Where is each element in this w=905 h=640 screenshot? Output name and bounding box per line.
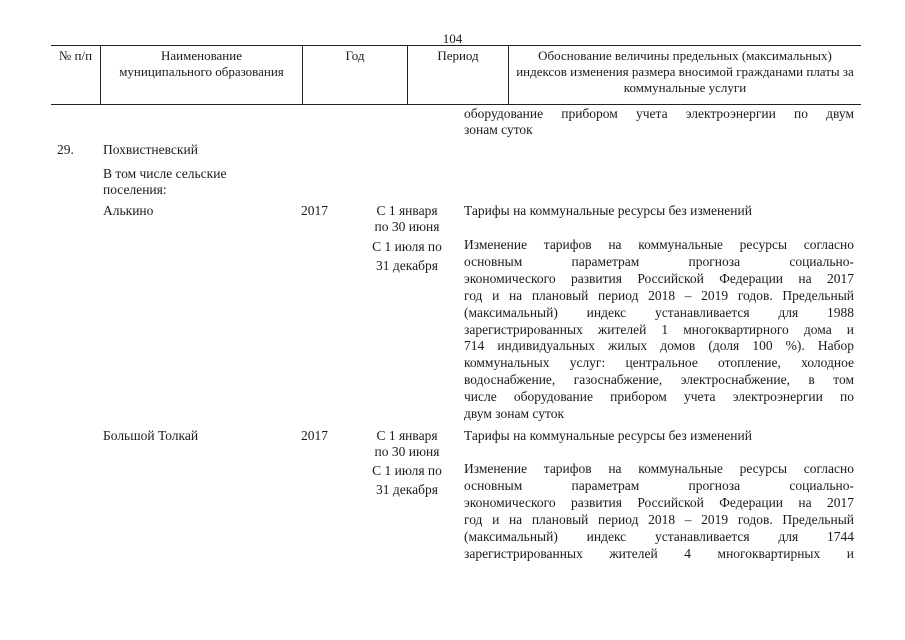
tariff-note: Тарифы на коммунальные ресурсы без изменений [464, 203, 752, 218]
text-line: (максимальный) индекс устанавливается для 1988 [464, 304, 854, 320]
text-line: экономического развития Российской Федерации на 2017 [464, 270, 854, 286]
period-line: по 30 июня [374, 444, 440, 459]
period-first-half [356, 428, 458, 460]
text-line: Изменение тарифов на коммунальные ресурсы согласно [464, 237, 854, 252]
period-line: С 1 января [376, 203, 438, 218]
text-line: год и на плановый период 2018 – 2019 годов. Предельный [464, 511, 854, 527]
header-municipality: Наименование муниципального образования [100, 46, 302, 104]
period-second-half [356, 461, 458, 499]
text-line: числе оборудование прибором учета электроэнергии по [464, 389, 854, 405]
text-line: основным параметрам прогноза социально- [464, 253, 854, 269]
period-line: по 30 июня [374, 219, 440, 234]
text-line: (максимальный) индекс устанавливается для 1744 [464, 528, 854, 544]
period-line: С 1 января [376, 428, 438, 443]
text-line: водоснабжение, газоснабжение, электроснабжение, в том [464, 372, 854, 388]
period-second-half [356, 237, 458, 275]
entry-name: Похвистневский [103, 142, 198, 157]
period-line: 31 декабря [376, 482, 438, 497]
text-line: год и на плановый период 2018 – 2019 годов. Предельный [464, 287, 854, 303]
settlement-name: Алькино [103, 203, 154, 218]
settlement-name: Большой Толкай [103, 428, 199, 443]
page-number: 104 [442, 31, 463, 46]
justification-text [464, 461, 854, 562]
header-year: Год [302, 46, 407, 104]
header-justification: Обоснование величины предельных (максимальных) индексов изменения размера вносимой гражданами платы за коммунальные услуги [516, 48, 854, 95]
header-num: № п/п [58, 48, 93, 63]
text-line: Изменение тарифов на коммунальные ресурсы согласно [464, 461, 854, 476]
table-header [51, 45, 861, 105]
tariff-note: Тарифы на коммунальные ресурсы без изменений [464, 428, 752, 443]
entry-number: 29. [57, 142, 74, 157]
text-line: коммунальных услуг: центральное отопление, холодное [464, 355, 854, 371]
justification-text [464, 237, 854, 423]
text-line: зарегистрированных жителей 1 многоквартирного дома и [464, 321, 854, 337]
period-line: 31 декабря [376, 258, 438, 273]
text-line: основным параметрам прогноза социально- [464, 477, 854, 493]
settlement-year: 2017 [301, 203, 328, 218]
continuation-line: зонам суток [464, 122, 533, 137]
header-period: Период [407, 46, 509, 104]
settlement-year: 2017 [301, 428, 328, 443]
continuation-line: оборудование прибором учета электроэнергии по двум [464, 106, 854, 121]
period-line: С 1 июля по [372, 463, 442, 478]
text-line: экономического развития Российской Федерации на 2017 [464, 494, 854, 510]
text-line: зарегистрированных жителей 4 многоквартирных и [464, 545, 854, 561]
period-first-half [356, 203, 458, 235]
period-line: С 1 июля по [372, 239, 442, 254]
text-line: 714 индивидуальных жилых домов (доля 100 %). Набор [464, 338, 854, 354]
text-line: двум зонам суток [464, 406, 565, 422]
entry-subheading: В том числе сельские поселения: [103, 166, 227, 197]
